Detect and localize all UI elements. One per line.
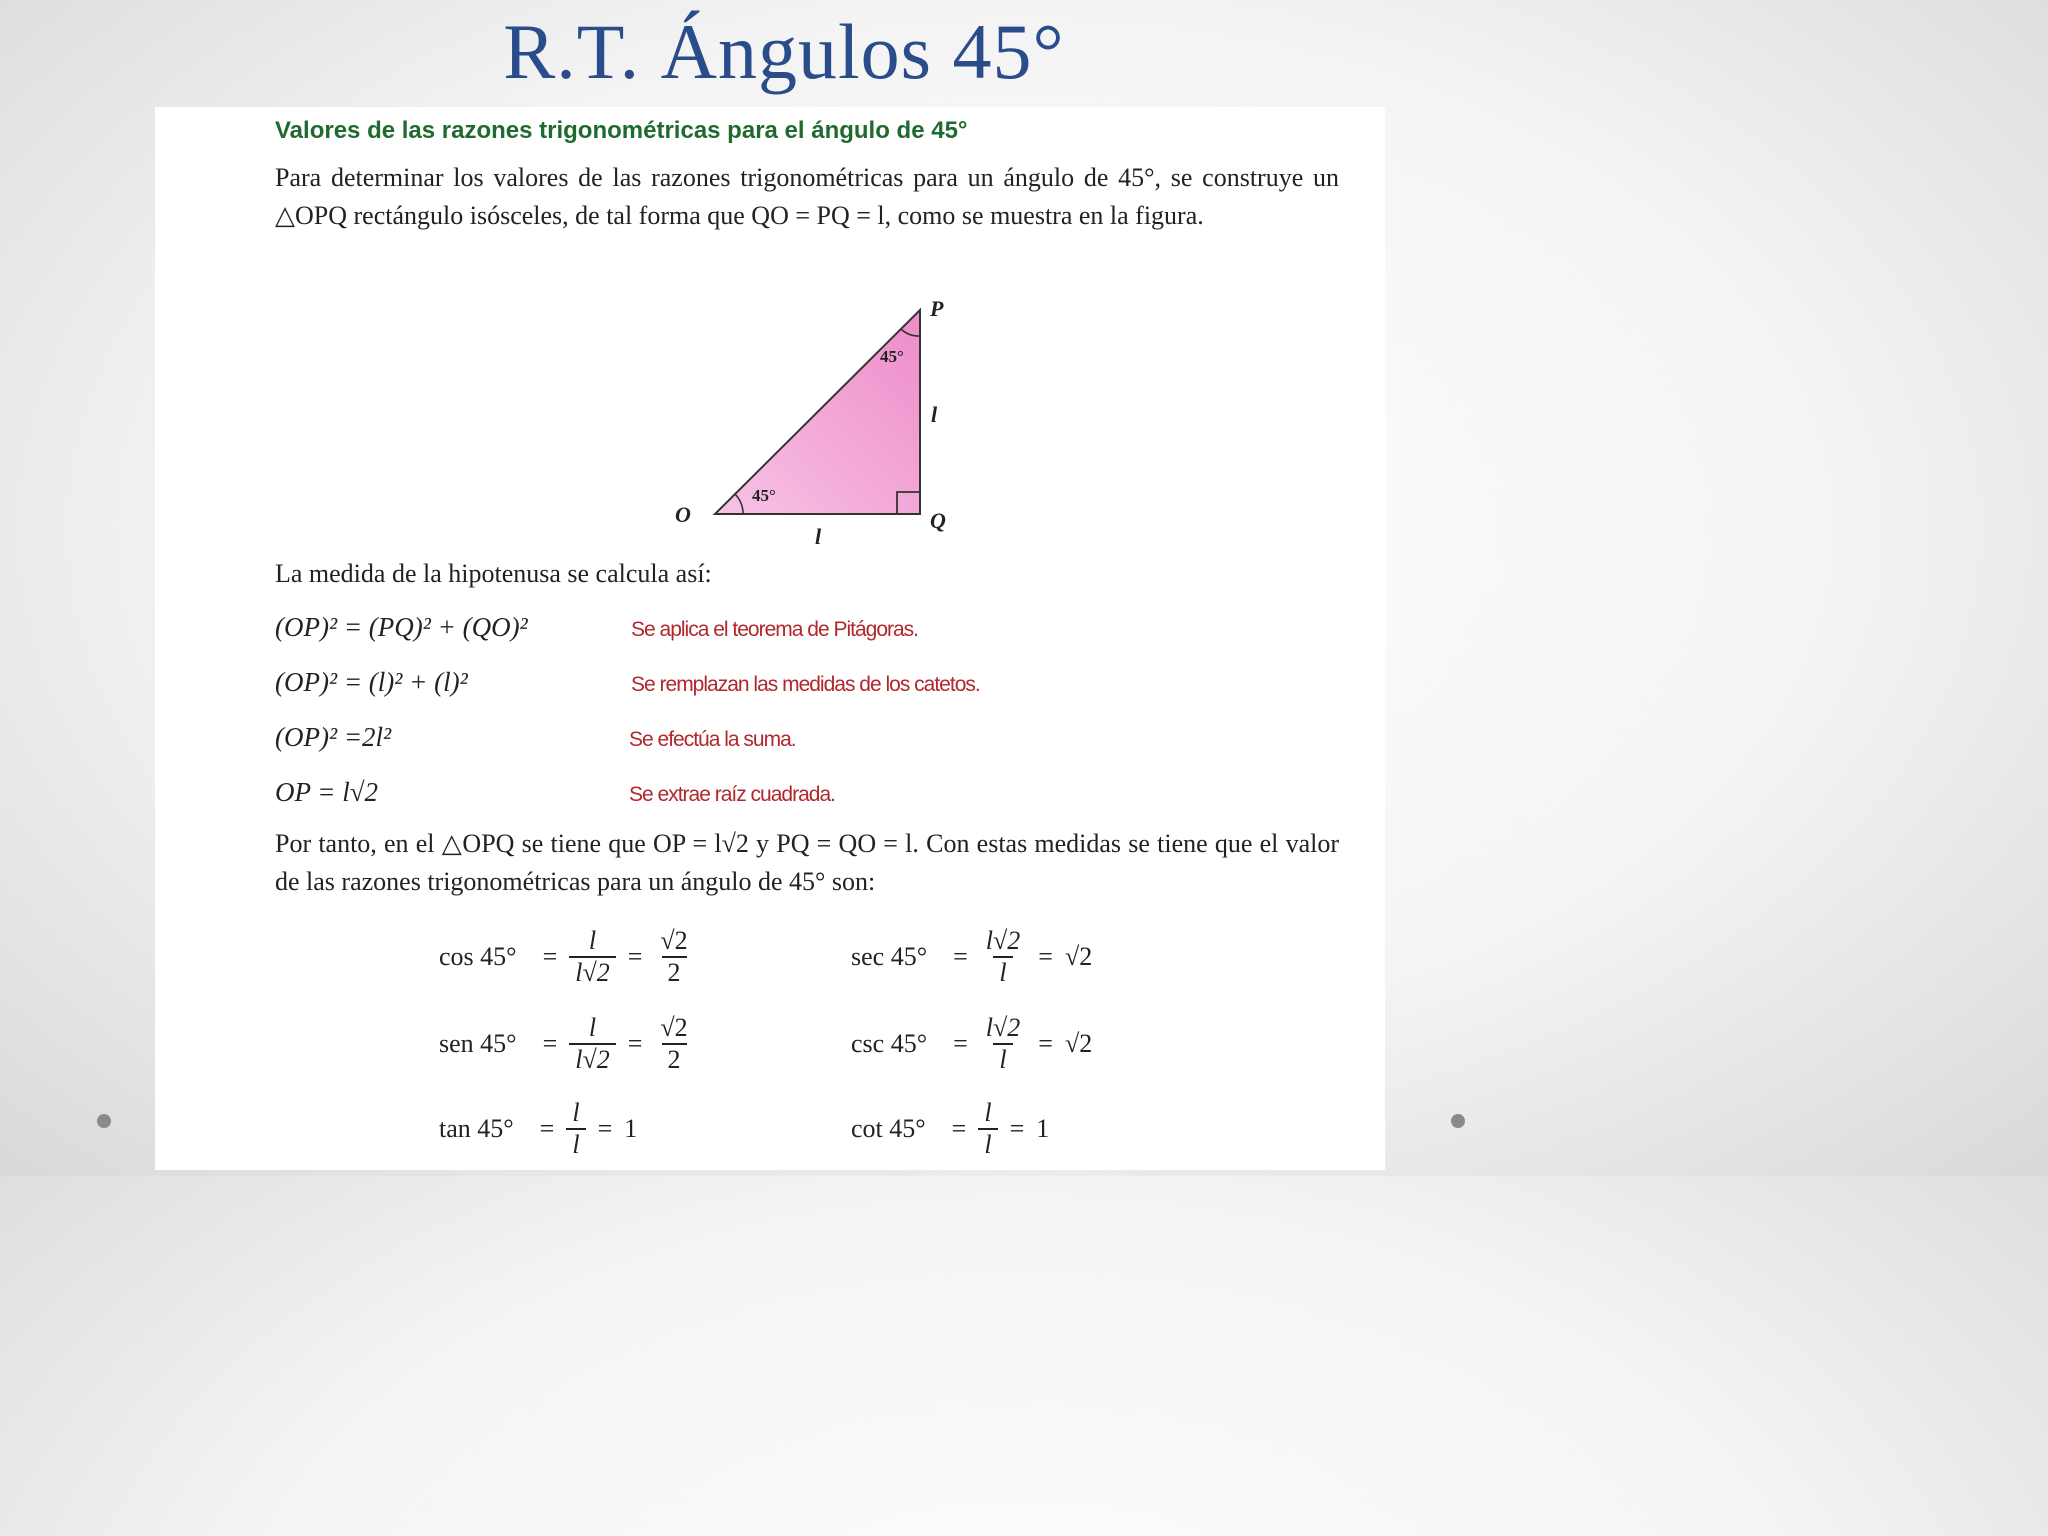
slide-dot-left [97, 1114, 111, 1128]
cot-formula [851, 1089, 1049, 1169]
vertex-p-label: P [930, 296, 944, 321]
fraction [978, 1098, 997, 1160]
equals-sign: = [542, 1029, 558, 1058]
csc-formula [851, 1004, 1092, 1084]
hypotenuse-intro: La medida de la hipotenusa se calcula así: [275, 559, 712, 588]
step-equation: (OP)² =2l² [275, 722, 392, 752]
numerator: l√2 [985, 926, 1021, 955]
ratio-name: sen 45° [439, 1029, 517, 1058]
vertex-o-label: O [675, 502, 691, 527]
ratio-name: cos 45° [439, 942, 517, 971]
fraction [980, 1013, 1027, 1075]
equals-sign: = [627, 1029, 643, 1058]
section-title: Valores de las razones trigonométricas para el ángulo de 45° [275, 117, 968, 144]
sen-formula [439, 1004, 694, 1084]
fraction [569, 1013, 616, 1075]
ratio-result: 1 [624, 1114, 638, 1143]
denominator: l√2 [569, 956, 616, 988]
equals-sign: = [597, 1114, 613, 1143]
denominator: l√2 [569, 1043, 616, 1075]
ratio-result: 1 [1036, 1114, 1050, 1143]
ratio-result: √2 [1064, 1029, 1093, 1058]
ratio-name: cot 45° [851, 1114, 926, 1143]
equals-sign: = [951, 1114, 967, 1143]
tan-formula [439, 1089, 637, 1169]
denominator: l [978, 1128, 997, 1160]
step-note: Se efectúa la suma. [629, 728, 796, 751]
fraction [569, 926, 616, 988]
intro-paragraph: Para determinar los valores de las razones trigonométricas para un ángulo de 45°, se construye un △OPQ rectángulo isósceles, de tal forma que QO = PQ = l, como se muestra en la figura. [275, 163, 1339, 230]
denominator: l [993, 1043, 1012, 1075]
fraction [980, 926, 1027, 988]
equals-sign: = [539, 1114, 555, 1143]
calc-step [275, 777, 1275, 821]
equals-sign: = [1038, 942, 1053, 971]
ratio-name: tan 45° [439, 1114, 514, 1143]
step-note: Se remplazan las medidas de los catetos. [631, 673, 980, 696]
ratio-name: sec 45° [851, 942, 928, 971]
denominator: l [566, 1128, 585, 1160]
step-equation: OP = l√2 [275, 777, 379, 807]
conclusion-paragraph: Por tanto, en el △OPQ se tiene que OP = l√2 y PQ = QO = l. Con estas medidas se tiene que el valor de las razones trigonométricas para un ángulo de 45° son: [275, 829, 1339, 896]
numerator: l√2 [985, 1013, 1021, 1042]
side-qo-label: l [815, 524, 822, 549]
denominator: 2 [662, 1043, 687, 1075]
side-pq-label: l [931, 402, 938, 427]
denominator: 2 [662, 956, 687, 988]
step-note: Se extrae raíz cuadrada. [629, 783, 835, 806]
equals-sign: = [953, 942, 968, 971]
angle-p-label: 45° [880, 347, 904, 366]
vertex-q-label: Q [930, 508, 946, 533]
numerator: √2 [660, 1013, 688, 1042]
calc-step [275, 667, 1275, 711]
ratio-result: √2 [1064, 942, 1093, 971]
slide-dot-right [1451, 1114, 1465, 1128]
angle-o-label: 45° [752, 486, 776, 505]
triangle-svg [675, 292, 995, 552]
numerator: l [588, 926, 597, 955]
step-equation: (OP)² = (l)² + (l)² [275, 667, 468, 697]
equals-sign: = [1038, 1029, 1053, 1058]
equals-sign: = [627, 942, 643, 971]
calc-step [275, 722, 1275, 766]
equals-sign: = [1009, 1114, 1025, 1143]
triangle-figure [675, 292, 995, 552]
fraction [566, 1098, 585, 1160]
fraction [654, 1013, 693, 1075]
step-equation: (OP)² = (PQ)² + (QO)² [275, 612, 528, 642]
denominator: l [993, 956, 1012, 988]
cos-formula [439, 917, 694, 997]
equals-sign: = [953, 1029, 968, 1058]
numerator: l [572, 1098, 580, 1127]
ratio-name: csc 45° [851, 1029, 928, 1058]
step-note: Se aplica el teorema de Pitágoras. [631, 618, 919, 641]
numerator: √2 [660, 926, 688, 955]
textbook-page [155, 107, 1385, 1170]
sec-formula [851, 917, 1092, 997]
calc-step [275, 612, 1275, 656]
triangle-opq [715, 310, 920, 514]
slide-title: R.T. Ángulos 45° [503, 8, 1065, 95]
numerator: l [984, 1098, 992, 1127]
equals-sign: = [542, 942, 558, 971]
fraction [654, 926, 693, 988]
numerator: l [588, 1013, 597, 1042]
